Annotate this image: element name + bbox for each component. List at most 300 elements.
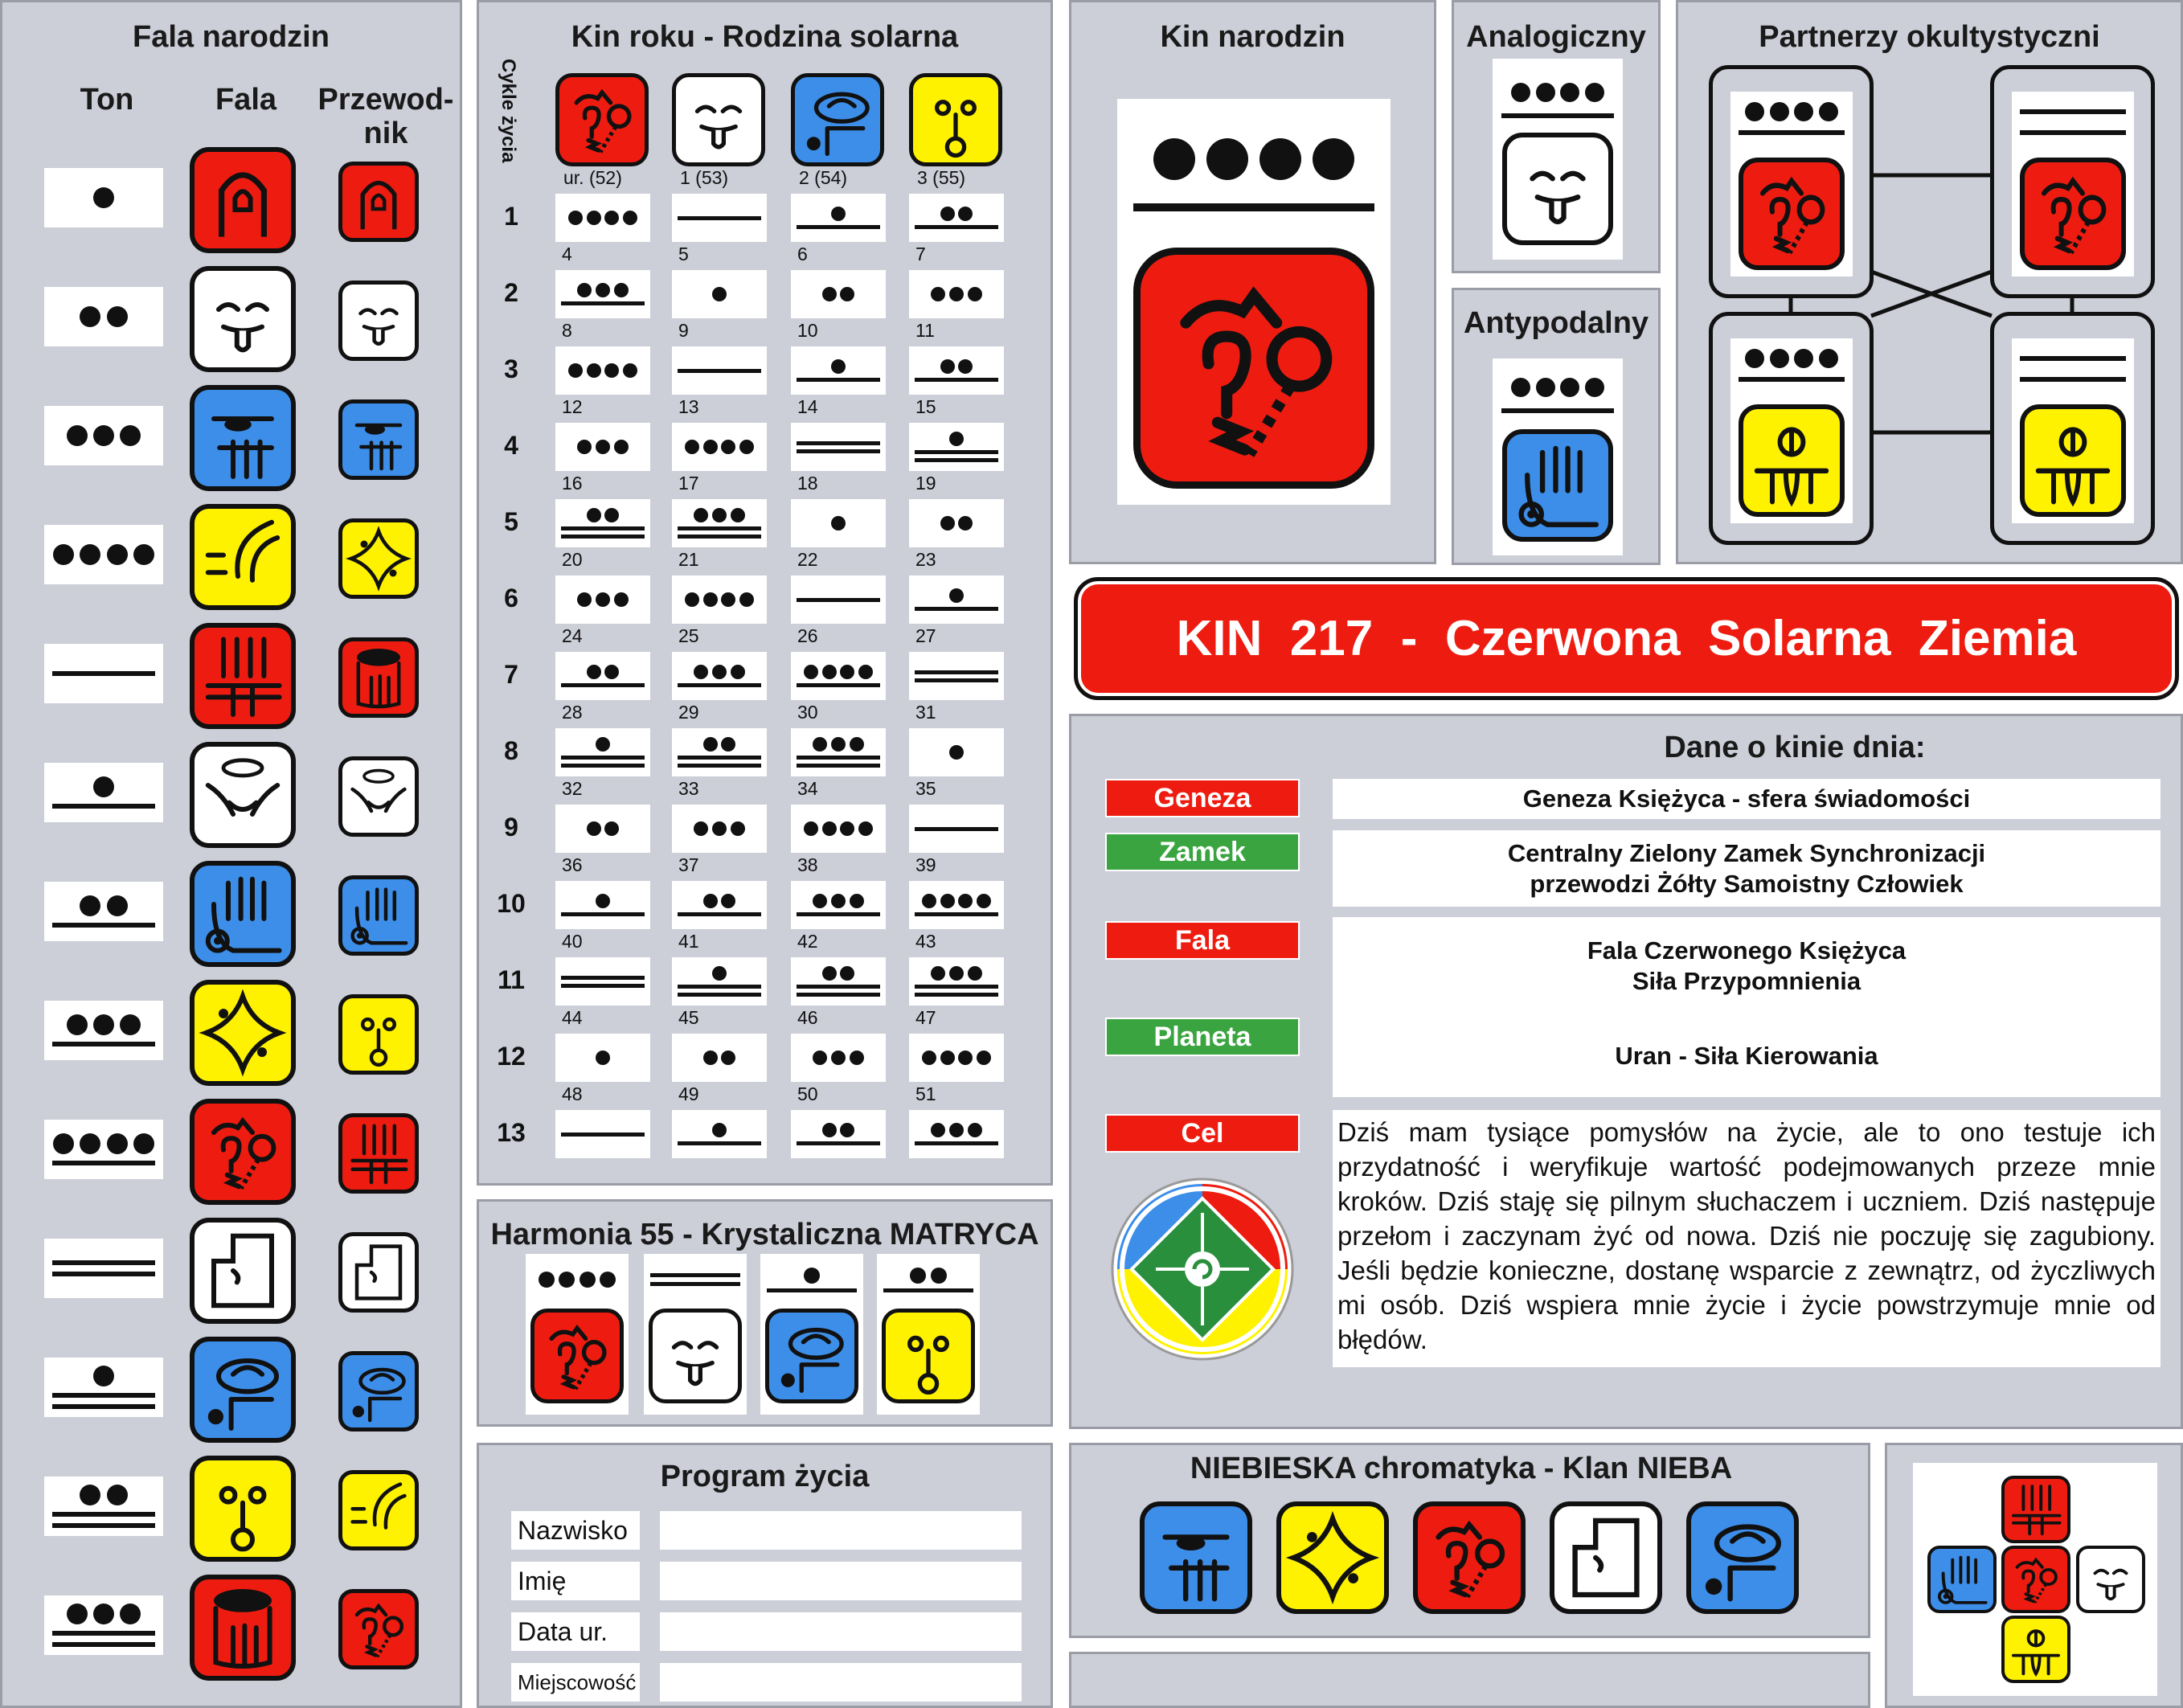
dane-label-cel: Cel xyxy=(1105,1114,1300,1153)
program-field-input[interactable] xyxy=(660,1663,1022,1702)
panel-title: Dane o kinie dnia: xyxy=(1664,731,1926,764)
year-header-label: 2 (54) xyxy=(799,167,848,188)
skywalker-glyph xyxy=(190,1575,296,1681)
tone-dot xyxy=(1819,349,1838,368)
mirror-glyph xyxy=(649,1309,742,1403)
cycle-number: 8 xyxy=(504,736,518,765)
program-field-label: Miejscowość xyxy=(511,1663,640,1702)
wind-glyph xyxy=(190,266,296,372)
year-kin-number: 30 xyxy=(797,702,818,723)
year-tone-box xyxy=(555,423,650,471)
panel-partnerzy xyxy=(1676,0,2183,564)
tone-dot xyxy=(822,287,837,301)
tone-bar xyxy=(678,683,761,687)
tone-dot xyxy=(840,665,854,679)
tone-dot xyxy=(120,1604,141,1624)
tone-bar xyxy=(52,1523,155,1528)
year-tone-box xyxy=(555,652,650,700)
year-kin-number: 44 xyxy=(562,1007,583,1028)
earth-glyph xyxy=(530,1309,624,1403)
tone-dot xyxy=(600,1272,616,1288)
wave-tone-box xyxy=(44,1120,163,1179)
year-tone-box xyxy=(909,423,1004,471)
tone-bar xyxy=(797,1141,880,1145)
tone-dot xyxy=(133,544,154,565)
tone-dot xyxy=(739,440,754,454)
tone-dot xyxy=(587,211,601,225)
tone-dot xyxy=(685,592,699,607)
year-kin-number: 37 xyxy=(678,854,699,875)
cycle-number: 11 xyxy=(498,965,525,994)
occult-partner-frame xyxy=(1990,65,2155,298)
hand-glyph xyxy=(190,861,296,967)
tone-dot xyxy=(712,821,727,836)
tone-dot xyxy=(840,1123,854,1137)
tone-dot xyxy=(831,516,846,530)
dane-label-zamek: Zamek xyxy=(1105,833,1300,871)
dane-text xyxy=(1333,830,2160,907)
tone-dot xyxy=(968,287,982,301)
earth-glyph xyxy=(2020,158,2126,270)
mirror-glyph xyxy=(1502,133,1613,245)
tone-bar xyxy=(678,535,761,539)
year-tone-box xyxy=(555,499,650,547)
tone-dot xyxy=(596,592,610,607)
tone-dot xyxy=(596,737,610,752)
col-ton: Ton xyxy=(80,83,134,117)
year-kin-number: 5 xyxy=(678,244,689,264)
tone-dot xyxy=(910,1268,926,1284)
year-tone-box xyxy=(909,575,1004,624)
earth-glyph xyxy=(1133,248,1374,489)
year-kin-number: 32 xyxy=(562,778,583,799)
year-kin-number: 33 xyxy=(678,778,699,799)
tone-dot xyxy=(840,966,854,981)
tone-dot xyxy=(694,821,708,836)
wave-tone-box xyxy=(44,1001,163,1060)
tone-bar xyxy=(915,827,998,831)
year-tone-box xyxy=(672,575,767,624)
tone-dot xyxy=(53,544,74,565)
year-tone-box xyxy=(791,346,886,395)
tone-dot xyxy=(559,1272,575,1288)
tone-bar xyxy=(915,678,998,682)
year-tone-box xyxy=(555,194,650,242)
tone-dot xyxy=(623,211,637,225)
tone-bar xyxy=(678,369,761,373)
dane-text-line: Geneza Księżyca - sfera świadomości xyxy=(1522,784,1971,813)
storm-glyph xyxy=(338,1351,419,1432)
year-tone-box xyxy=(909,270,1004,318)
year-tone-box xyxy=(555,957,650,1006)
tone-bar xyxy=(797,683,880,687)
dane-text-line: Uran - Siła Kierowania xyxy=(1615,1042,1878,1070)
tone-dot xyxy=(93,1366,114,1386)
tone-dot xyxy=(858,821,873,836)
harmonia-card xyxy=(877,1254,980,1415)
program-field-input[interactable] xyxy=(660,1511,1022,1550)
tone-bar xyxy=(797,985,880,989)
year-header-label: 3 (55) xyxy=(917,167,966,188)
tone-bar xyxy=(1501,408,1614,413)
year-tone-box xyxy=(672,728,767,776)
tone-dot xyxy=(604,211,619,225)
tone-dot xyxy=(940,516,955,530)
tone-dot xyxy=(922,894,936,908)
wave-tone-box xyxy=(44,1477,163,1536)
tone-dot xyxy=(731,508,745,522)
dane-label-geneza: Geneza xyxy=(1105,779,1300,817)
tone-bar xyxy=(1739,130,1845,135)
year-kin-number: 26 xyxy=(797,625,818,646)
program-field-input[interactable] xyxy=(660,1562,1022,1600)
year-header-label: 1 (53) xyxy=(680,167,729,188)
tone-dot xyxy=(604,363,619,378)
tone-dot xyxy=(587,821,601,836)
year-tone-box xyxy=(791,423,886,471)
tone-dot xyxy=(596,1051,610,1065)
occult-partner-card xyxy=(1730,338,1853,523)
tone-dot xyxy=(822,966,837,981)
analog-inner xyxy=(1493,59,1623,260)
tone-dot xyxy=(977,894,991,908)
panel-oracle xyxy=(1885,1443,2183,1708)
year-kin-number: 7 xyxy=(915,244,926,264)
sun-glyph xyxy=(338,994,419,1075)
tone-dot xyxy=(596,440,610,454)
year-kin-number: 6 xyxy=(797,244,808,264)
eagle-glyph xyxy=(338,399,419,480)
human-glyph xyxy=(190,1456,296,1562)
tone-dot xyxy=(107,895,128,916)
year-tone-box xyxy=(672,652,767,700)
tone-bar xyxy=(1501,113,1614,118)
program-field-input[interactable] xyxy=(660,1612,1022,1651)
tone-dot xyxy=(922,1051,936,1065)
year-kin-number: 19 xyxy=(915,473,936,494)
tone-dot xyxy=(721,737,735,752)
tone-dot xyxy=(67,425,88,446)
dog-glyph xyxy=(190,1218,296,1324)
wave-tone-box xyxy=(44,763,163,822)
year-tone-box xyxy=(791,270,886,318)
year-tone-box xyxy=(791,881,886,929)
tone-dot xyxy=(940,359,955,374)
year-tone-box xyxy=(791,728,886,776)
tone-dot xyxy=(739,592,754,607)
tone-dot xyxy=(968,966,982,981)
year-kin-number: 22 xyxy=(797,549,818,570)
tone-dot xyxy=(1511,83,1530,102)
tone-bar xyxy=(561,764,645,768)
tone-dot xyxy=(822,1123,837,1137)
tone-dot xyxy=(694,665,708,679)
panel-title: Program życia xyxy=(660,1460,870,1493)
tone-dot xyxy=(804,1268,820,1284)
tone-dot xyxy=(80,544,100,565)
tone-dot xyxy=(568,211,583,225)
tone-dot xyxy=(949,287,964,301)
wave-tone-box xyxy=(44,1595,163,1655)
year-tone-box xyxy=(909,728,1004,776)
tone-dot xyxy=(604,821,619,836)
tone-dot xyxy=(1794,102,1813,121)
cycle-number: 4 xyxy=(504,431,518,460)
occult-partner-frame xyxy=(1709,65,1874,298)
storm-glyph xyxy=(791,73,884,166)
cycle-number: 10 xyxy=(497,889,526,918)
tone-dot xyxy=(958,1051,973,1065)
description-box xyxy=(1333,1110,2160,1367)
dane-label-fala: Fala xyxy=(1105,921,1300,960)
year-kin-number: 47 xyxy=(915,1007,936,1028)
tone-dot xyxy=(949,588,964,603)
panel-dane xyxy=(1069,714,2183,1429)
tone-dot xyxy=(1206,138,1248,180)
tone-dot xyxy=(831,737,846,752)
tone-dot xyxy=(712,966,727,981)
tone-bar xyxy=(561,756,645,760)
description-text: Dziś mam tysiące pomysłów na życie, ale to ono testuje ich przydatność i weryfikuje wartość podejmowanych przeze mnie kroków. Dziś staję się pilnym słuchaczem i uczniem. Dziś następuje przełom i zaczynam żyć od nowa. Dziś nie poczuję się zagubiony. Jeśli będzie konieczne, dostanę wsparcie z zewnątrz, od życzliwych mi osób. Dziś wspiera mnie życie i życie powstrzymuje mnie od błędów. xyxy=(1337,1117,2156,1354)
antipode-inner xyxy=(1493,358,1623,555)
year-kin-number: 31 xyxy=(915,702,936,723)
tone-dot xyxy=(721,894,735,908)
earth-glyph xyxy=(2001,1546,2070,1613)
tone-bar xyxy=(561,683,645,687)
harmonia-card xyxy=(526,1254,629,1415)
earth-glyph xyxy=(555,73,649,166)
tone-dot xyxy=(107,544,128,565)
panel-program xyxy=(477,1443,1053,1708)
tone-dot xyxy=(614,592,629,607)
year-kin-number: 51 xyxy=(915,1083,936,1104)
wave-tone-box xyxy=(44,1358,163,1417)
tone-bar xyxy=(52,1393,155,1398)
panel-fala-narodzin xyxy=(0,0,462,1708)
year-tone-box xyxy=(909,881,1004,929)
tone-dot xyxy=(804,665,818,679)
tone-dot xyxy=(850,894,864,908)
tone-dot xyxy=(712,665,727,679)
tone-bar xyxy=(797,378,880,382)
worldbridger-glyph xyxy=(190,742,296,848)
program-field-label: Data ur. xyxy=(511,1612,640,1651)
cycle-number: 3 xyxy=(504,354,518,383)
year-header-label: ur. (52) xyxy=(563,167,622,188)
tone-bar xyxy=(915,912,998,916)
year-kin-number: 27 xyxy=(915,625,936,646)
serpent-glyph xyxy=(338,1113,419,1194)
dragon-glyph xyxy=(190,147,296,253)
year-kin-number: 38 xyxy=(797,854,818,875)
year-tone-box xyxy=(909,1110,1004,1158)
dane-text xyxy=(1333,1015,2160,1097)
sun-glyph xyxy=(882,1309,975,1403)
tone-dot xyxy=(931,966,945,981)
tone-dot xyxy=(694,508,708,522)
tone-dot xyxy=(67,1604,88,1624)
year-kin-number: 10 xyxy=(797,320,818,341)
tone-bar xyxy=(52,1404,155,1409)
year-kin-number: 39 xyxy=(915,854,936,875)
tone-dot xyxy=(813,1051,827,1065)
tone-bar xyxy=(561,535,645,539)
dane-text-line: Centralny Zielony Zamek Synchronizacji xyxy=(1507,838,1986,867)
panel-kin-narodzin xyxy=(1069,0,1436,564)
cycle-number: 12 xyxy=(497,1042,526,1071)
tone-dot xyxy=(580,1272,596,1288)
tone-bar xyxy=(52,1642,155,1647)
year-tone-box xyxy=(791,194,886,242)
year-tone-box xyxy=(555,728,650,776)
year-tone-box xyxy=(555,346,650,395)
year-tone-box xyxy=(672,499,767,547)
year-tone-box xyxy=(555,1034,650,1082)
tone-dot xyxy=(931,287,945,301)
earth-glyph xyxy=(338,1589,419,1669)
tone-bar xyxy=(52,1042,155,1047)
wave-tone-box xyxy=(44,525,163,584)
panel-title: Partnerzy okultystyczni xyxy=(1759,20,2100,54)
warrior-glyph xyxy=(2020,404,2126,517)
year-kin-number: 25 xyxy=(678,625,699,646)
year-tone-box xyxy=(909,346,1004,395)
tone-dot xyxy=(949,1123,964,1137)
tone-bar xyxy=(797,993,880,997)
tone-dot xyxy=(931,1123,945,1137)
tone-dot xyxy=(703,592,718,607)
tone-dot xyxy=(1794,349,1813,368)
tone-dot xyxy=(93,425,114,446)
eagle-glyph xyxy=(1140,1501,1252,1614)
tone-bar xyxy=(52,1272,155,1276)
year-tone-box xyxy=(791,1110,886,1158)
year-kin-number: 35 xyxy=(915,778,936,799)
wave-tone-box xyxy=(44,644,163,703)
year-kin-number: 9 xyxy=(678,320,689,341)
tone-dot xyxy=(577,283,592,297)
panel-title: NIEBIESKA chromatyka - Klan NIEBA xyxy=(1190,1452,1733,1485)
skywalker-glyph xyxy=(338,637,419,718)
tone-dot xyxy=(1536,83,1555,102)
tone-dot xyxy=(822,821,837,836)
tone-dot xyxy=(587,363,601,378)
year-kin-number: 20 xyxy=(562,549,583,570)
panel-harmonia xyxy=(477,1199,1053,1427)
tone-bar xyxy=(767,1288,857,1292)
tone-bar xyxy=(797,449,880,453)
tone-bar xyxy=(797,764,880,768)
tone-dot xyxy=(1536,378,1555,397)
tone-bar xyxy=(52,804,155,809)
tone-bar xyxy=(650,1282,740,1286)
tone-bar xyxy=(915,378,998,382)
wind-glyph xyxy=(338,281,419,361)
year-tone-box xyxy=(555,270,650,318)
wave-tone-box xyxy=(44,168,163,227)
tone-bar xyxy=(52,671,155,676)
year-kin-number: 36 xyxy=(562,854,583,875)
year-kin-number: 17 xyxy=(678,473,699,494)
cycle-number: 1 xyxy=(504,202,518,231)
cycle-number: 7 xyxy=(504,660,518,689)
year-tone-box xyxy=(791,499,886,547)
star-glyph xyxy=(338,518,419,599)
year-tone-box xyxy=(791,957,886,1006)
tone-bar xyxy=(797,912,880,916)
tone-dot xyxy=(731,665,745,679)
wave-tone-box xyxy=(44,1239,163,1298)
year-tone-box xyxy=(909,194,1004,242)
cycle-number: 2 xyxy=(504,278,518,307)
year-kin-number: 42 xyxy=(797,931,818,952)
tone-dot xyxy=(958,894,973,908)
tone-bar xyxy=(915,985,998,989)
cycle-number: 5 xyxy=(504,507,518,536)
tone-dot xyxy=(614,440,629,454)
tone-dot xyxy=(703,737,718,752)
tone-dot xyxy=(831,207,846,221)
year-tone-box xyxy=(909,805,1004,853)
dog-glyph xyxy=(338,1232,419,1313)
cycle-number: 9 xyxy=(504,813,518,842)
tone-dot xyxy=(850,737,864,752)
year-kin-number: 13 xyxy=(678,396,699,417)
tone-bar xyxy=(2020,130,2126,135)
year-kin-number: 34 xyxy=(797,778,818,799)
occult-partner-frame xyxy=(1709,312,1874,545)
tone-dot xyxy=(968,1123,982,1137)
tone-dot xyxy=(822,665,837,679)
panel-chromatyka xyxy=(1069,1443,1870,1638)
serpent-glyph xyxy=(190,623,296,729)
tone-dot xyxy=(587,508,601,522)
tone-bar xyxy=(797,756,880,760)
seed-glyph xyxy=(190,504,296,610)
tone-dot xyxy=(1153,138,1195,180)
year-tone-box xyxy=(555,881,650,929)
tone-dot xyxy=(120,1014,141,1035)
tone-bar xyxy=(52,1161,155,1165)
warrior-glyph xyxy=(1739,404,1845,517)
year-tone-box xyxy=(672,805,767,853)
tone-dot xyxy=(831,894,846,908)
tone-dot xyxy=(977,1051,991,1065)
tone-bar xyxy=(883,1288,973,1292)
year-kin-number: 28 xyxy=(562,702,583,723)
year-kin-number: 40 xyxy=(562,931,583,952)
tone-bar xyxy=(561,976,645,980)
hand-glyph xyxy=(338,875,419,956)
night-glyph xyxy=(190,385,296,491)
tone-bar xyxy=(678,756,761,760)
tone-bar xyxy=(1739,377,1845,382)
tone-dot xyxy=(949,432,964,446)
dane-label-planeta: Planeta xyxy=(1105,1018,1300,1056)
year-tone-box xyxy=(672,1034,767,1082)
year-kin-number: 50 xyxy=(797,1083,818,1104)
year-kin-number: 29 xyxy=(678,702,699,723)
star-glyph xyxy=(1276,1501,1389,1614)
cycle-number: 13 xyxy=(497,1118,526,1147)
hand-glyph xyxy=(1502,429,1613,542)
tone-bar xyxy=(2020,377,2126,382)
tone-dot xyxy=(958,207,973,221)
tone-dot xyxy=(1585,378,1604,397)
tone-dot xyxy=(949,745,964,760)
tone-dot xyxy=(804,821,818,836)
tone-dot xyxy=(80,1133,100,1154)
